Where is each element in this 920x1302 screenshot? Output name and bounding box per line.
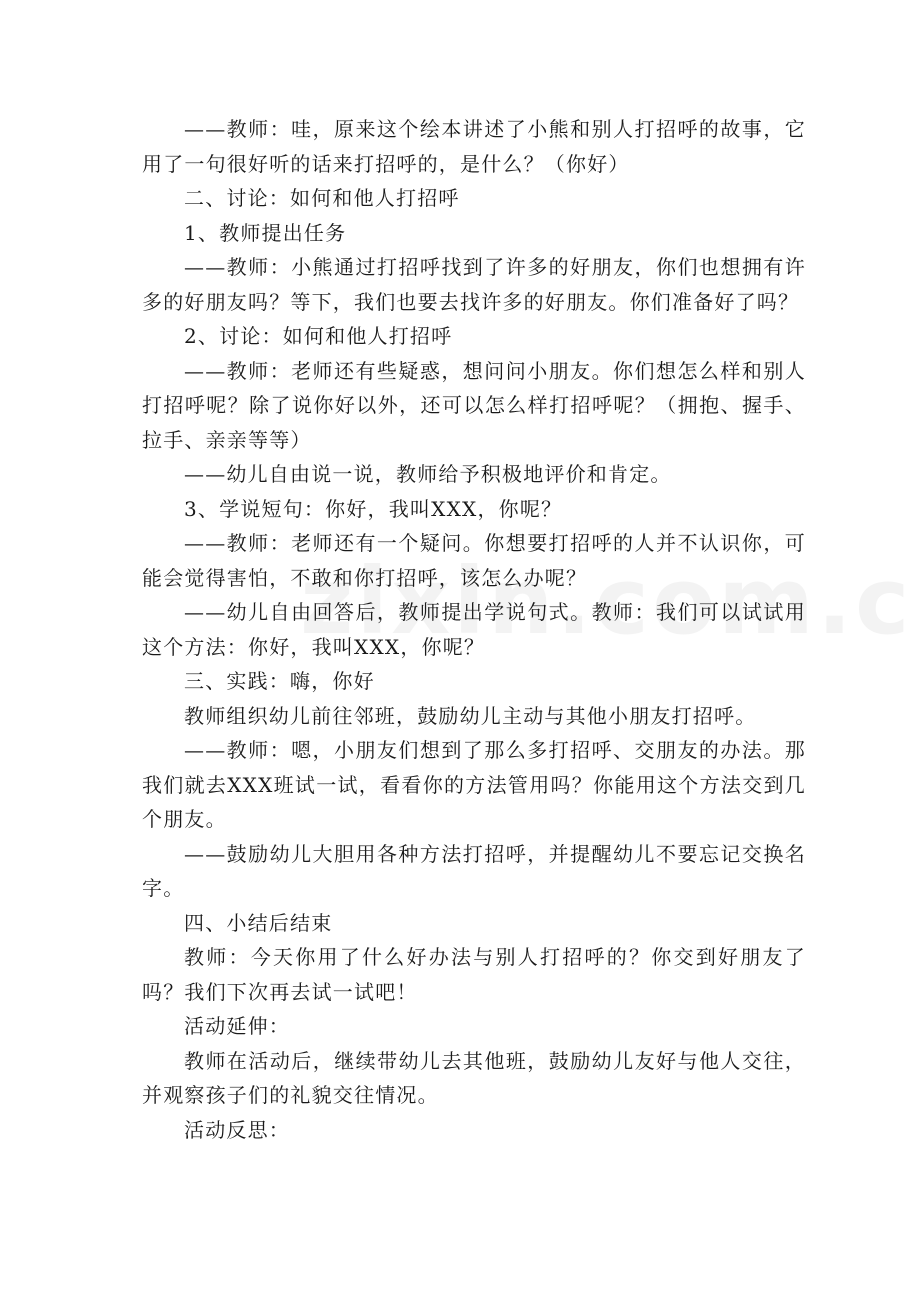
paragraph: ——幼儿自由说一说，教师给予积极地评价和肯定。 [184,462,672,486]
paragraph: ——教师：小熊通过打招呼找到了许多的好朋友，你们也想拥有许多的好朋友吗？等下，我们也要去找许多的好朋友。你们准备好了吗？ [142,255,806,314]
section-heading: 活动延伸： [184,1014,290,1038]
section-heading: 活动反思： [184,1117,290,1142]
section-heading: 二、讨论：如何和他人打招呼 [184,186,460,210]
paragraph: ——教师：哇，原来这个绘本讲述了小熊和别人打招呼的故事，它用了一句很好听的话来打招呼的，是什么？（你好） [142,117,806,176]
subsection-heading: 3、学说短句：你好，我叫XXX，你呢？ [184,496,563,521]
paragraph: ——教师：嗯，小朋友们想到了那么多打招呼、交朋友的办法。那我们就去XXX班试一试，看看你的方法管用吗？你能用这个方法交到几个朋友。 [142,738,806,831]
paragraph: ——教师：老师还有一个疑问。你想要打招呼的人并不认识你，可能会觉得害怕，不敢和你打招呼，该怎么办呢？ [142,531,806,590]
section-heading: 四、小结后结束 [184,910,333,935]
subsection-heading: 2、讨论：如何和他人打招呼 [184,324,453,348]
paragraph: 教师：今天你用了什么好办法与别人打招呼的？你交到好朋友了吗？我们下次再去试一试吧！ [142,945,806,1004]
paragraph: 教师在活动后，继续带幼儿去其他班，鼓励幼儿友好与他人交往，并观察孩子们的礼貌交往情况。 [142,1048,806,1107]
section-heading: 三、实践：嗨，你好 [184,669,375,693]
document-body [142,112,806,1147]
paragraph: ——鼓励幼儿大胆用各种方法打招呼，并提醒幼儿不要忘记交换名字。 [142,841,806,900]
paragraph: 教师组织幼儿前往邻班，鼓励幼儿主动与其他小朋友打招呼。 [184,703,757,728]
paragraph: ——幼儿自由回答后，教师提出学说句式。教师：我们可以试试用这个方法：你好，我叫XXX，你呢？ [142,600,806,659]
subsection-heading: 1、教师提出任务 [184,220,347,245]
paragraph: ——教师：老师还有些疑惑，想问问小朋友。你们想怎么样和别人打招呼呢？除了说你好以外，还可以怎么样打招呼呢？（拥抱、握手、拉手、亲亲等等） [142,358,806,452]
